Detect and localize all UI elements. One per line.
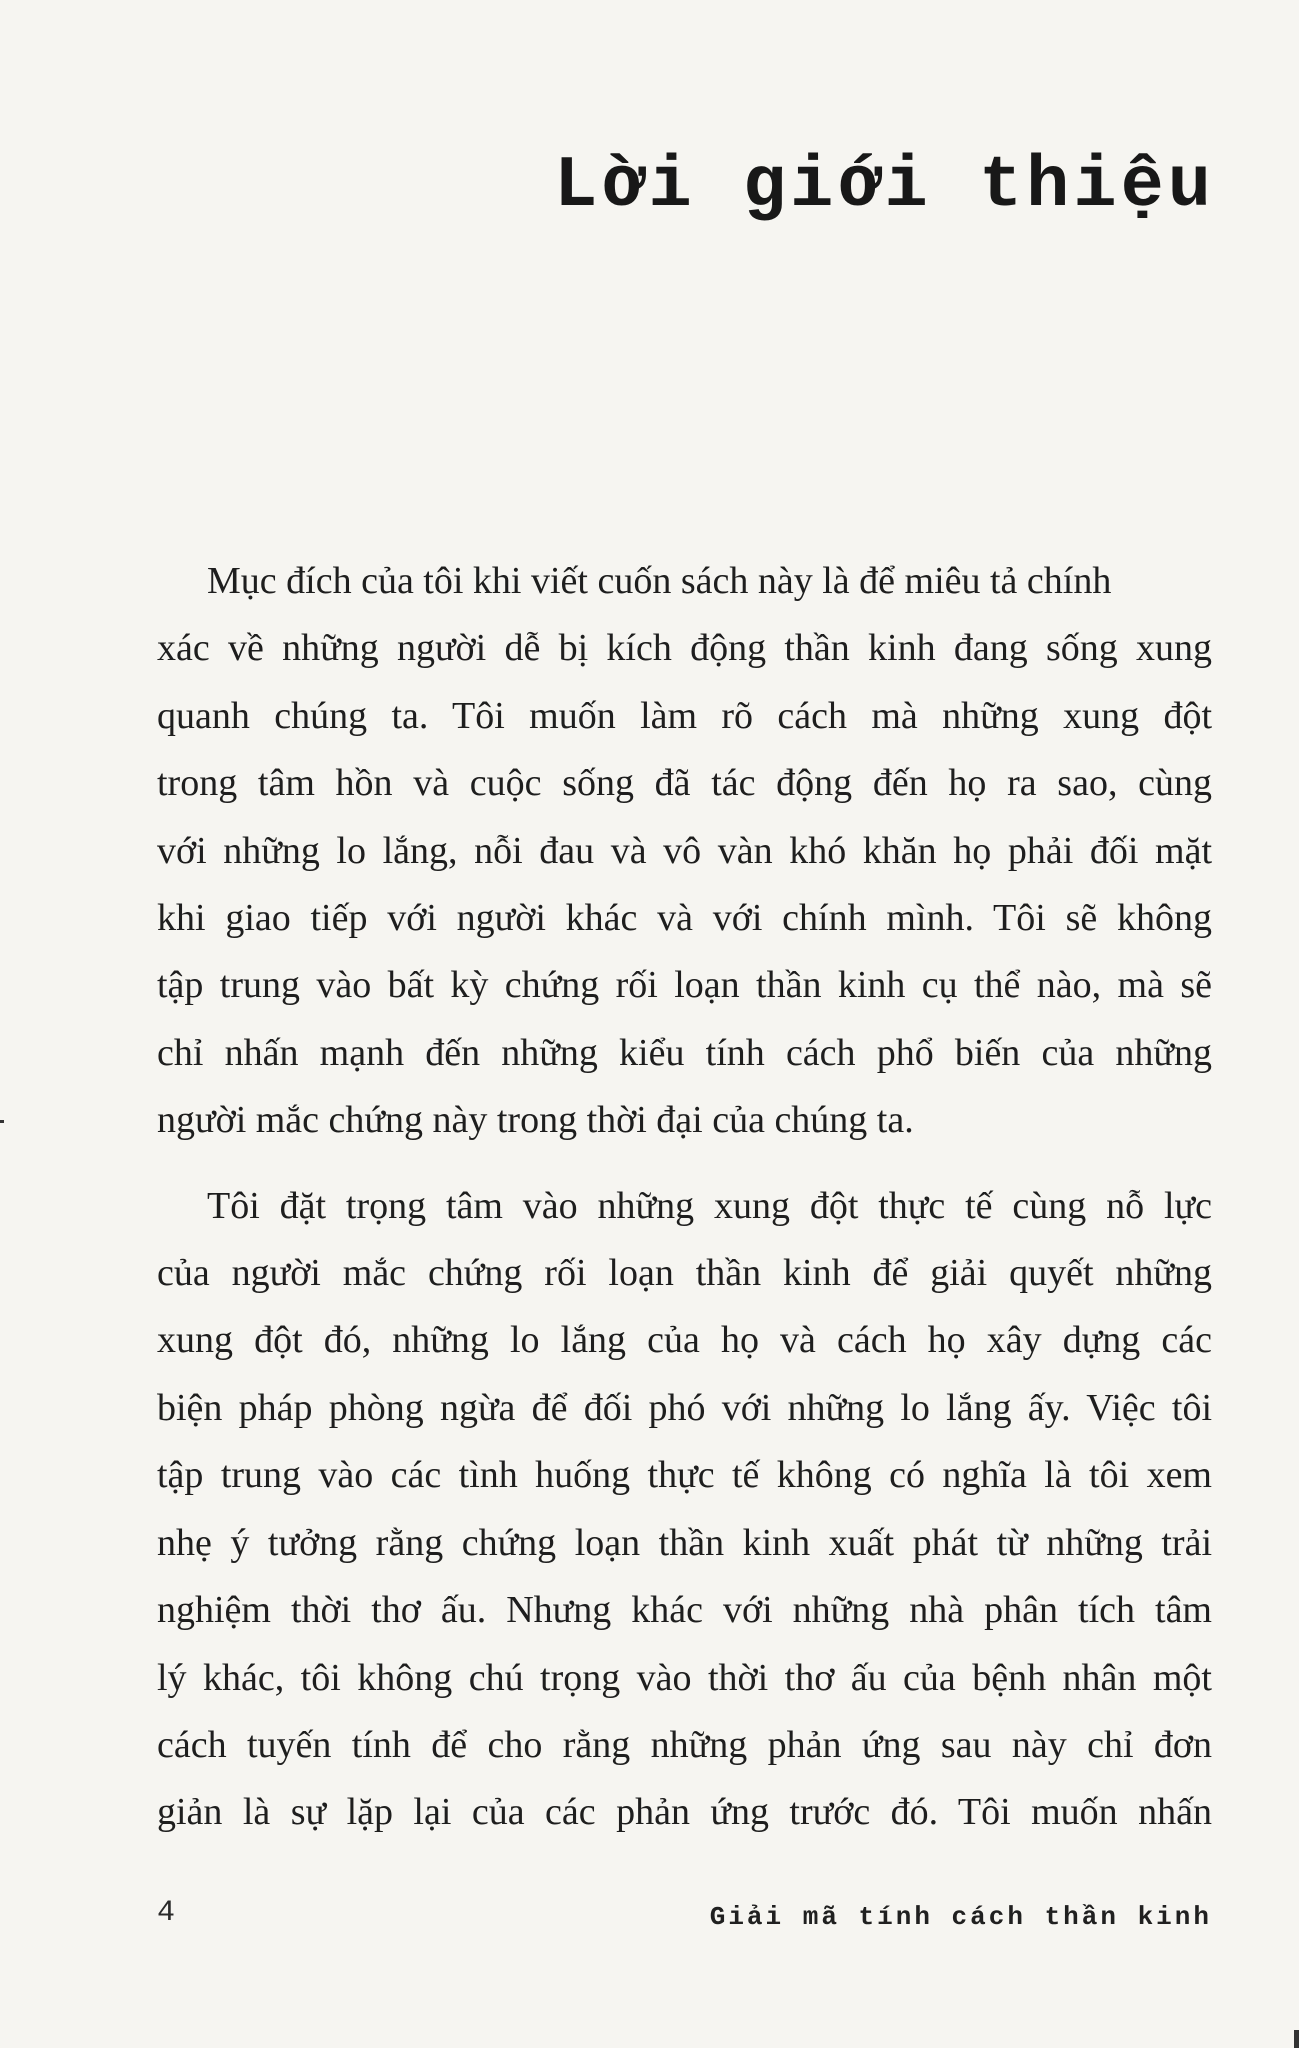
text-line: Mục đích của tôi khi viết cuốn sách này là để miêu tả chính [207,560,1112,602]
text-line: Tôi đặt trọng tâm vào những xung đột thực tế cùng nỗ lực [207,1184,1212,1227]
text-line: với những lo lắng, nỗi đau và vô vàn khó khăn họ phải đối mặt [157,829,1212,872]
text-line: nhẹ ý tưởng rằng chứng loạn thần kinh xuất phát từ những trải [157,1521,1212,1564]
scan-edge-mark [1294,2030,1299,2048]
text-line: quanh chúng ta. Tôi muốn làm rõ cách mà những xung đột [157,694,1212,737]
text-line: khi giao tiếp với người khác và với chính mình. Tôi sẽ không [157,897,1212,940]
text-line: tập trung vào bất kỳ chứng rối loạn thần kinh cụ thể nào, mà sẽ [157,964,1212,1007]
text-line: người mắc chứng này trong thời đại của chúng ta. [157,1099,914,1142]
page-footer [157,1896,1212,1946]
scan-edge-mark [0,1120,4,1123]
text-line: nghiệm thời thơ ấu. Nhưng khác với những nhà phân tích tâm [157,1589,1212,1632]
page-number: 4 [157,1896,176,1930]
text-line: cách tuyến tính để cho rằng những phản ứng sau này chỉ đơn [157,1723,1212,1766]
body-text [157,548,1212,1847]
paragraph-1 [157,548,1212,1155]
text-line: chỉ nhấn mạnh đến những kiểu tính cách phổ biến của những [157,1031,1212,1074]
text-line: của người mắc chứng rối loạn thần kinh để giải quyết những [157,1252,1212,1295]
text-line: tập trung vào các tình huống thực tế không có nghĩa là tôi xem [157,1454,1212,1497]
paragraph-2 [157,1173,1212,1847]
running-title: Giải mã tính cách thần kinh [709,1902,1212,1932]
text-line: xung đột đó, những lo lắng của họ và cách họ xây dựng các [157,1319,1212,1362]
text-line: trong tâm hồn và cuộc sống đã tác động đến họ ra sao, cùng [157,762,1212,805]
text-line: biện pháp phòng ngừa để đối phó với những lo lắng ấy. Việc tôi [157,1386,1212,1429]
text-line: giản là sự lặp lại của các phản ứng trước đó. Tôi muốn nhấn [157,1791,1212,1834]
chapter-title: Lời giới thiệu [554,145,1215,227]
text-line: xác về những người dễ bị kích động thần kinh đang sống xung [157,627,1212,670]
text-line: lý khác, tôi không chú trọng vào thời thơ ấu của bệnh nhân một [157,1656,1212,1699]
